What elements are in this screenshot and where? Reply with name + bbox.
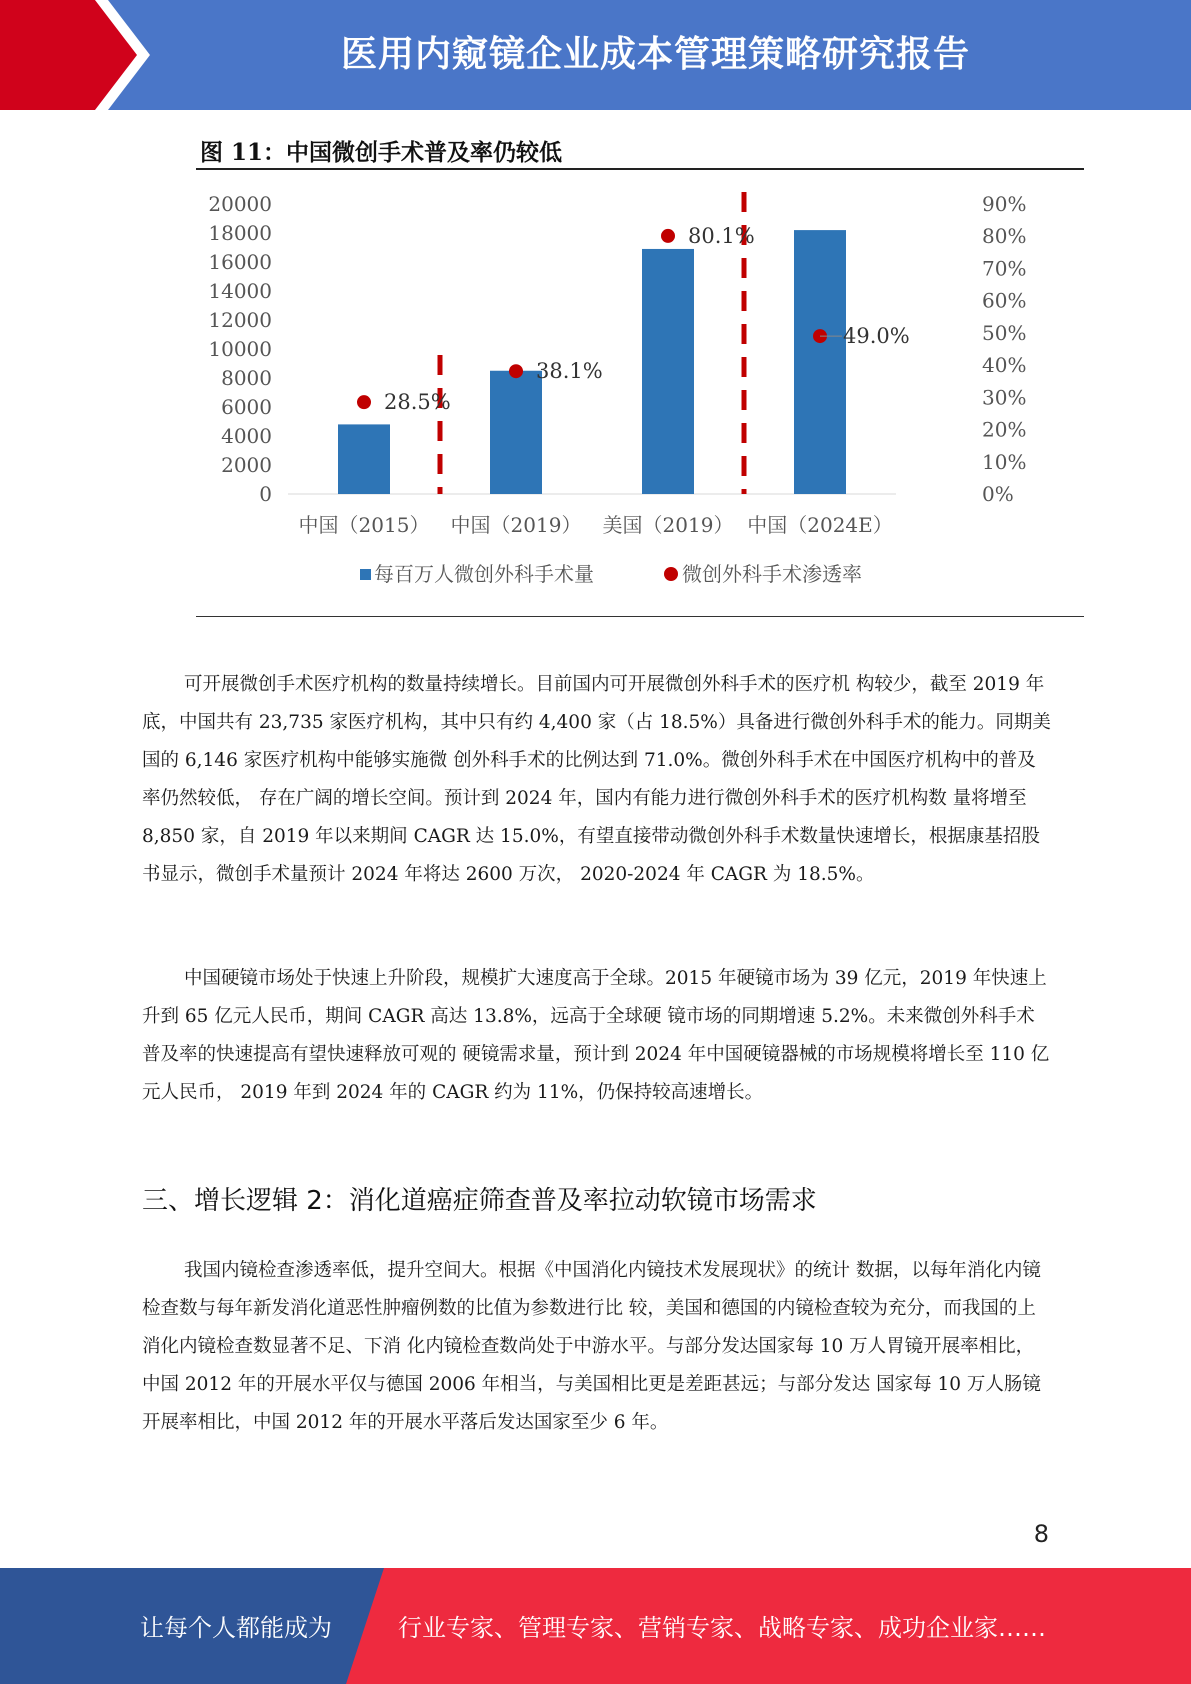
bar: [794, 230, 846, 494]
x-category-label: 美国（2019）: [602, 513, 734, 537]
page-footer: [0, 1568, 1191, 1684]
x-category-label: 中国（2024E）: [747, 513, 893, 537]
y-right-tick-label: 50%: [982, 320, 1027, 345]
y-left-tick-label: 8000: [221, 366, 272, 390]
bar: [490, 371, 542, 494]
y-right-tick-label: 70%: [982, 256, 1027, 281]
y-right-tick-label: 90%: [982, 192, 1027, 216]
point-data-label: 28.5%: [384, 390, 451, 415]
paragraph-3: [142, 1252, 1052, 1442]
legend-bar-swatch: [360, 569, 371, 580]
point-data-label: 49.0%: [843, 324, 910, 349]
legend-point-label: 微创外科手术渗透率: [682, 562, 862, 586]
point-data-label: 80.1%: [688, 223, 755, 248]
y-right-tick-label: 60%: [982, 288, 1027, 313]
bar: [338, 424, 390, 494]
paragraph-2: [142, 960, 1052, 1112]
footer-slogan-left: 让每个人都能成为: [140, 1614, 332, 1642]
y-left-tick-label: 14000: [208, 279, 272, 303]
y-left-tick-label: 18000: [208, 221, 272, 245]
y-right-tick-label: 40%: [982, 353, 1027, 378]
legend-bar-label: 每百万人微创外科手术量: [374, 562, 594, 586]
footer-slogan-right: 行业专家、管理专家、营销专家、战略专家、成功企业家……: [398, 1614, 1046, 1642]
y-left-tick-label: 10000: [208, 337, 272, 361]
legend-point-swatch: [664, 567, 678, 581]
y-left-tick-label: 2000: [221, 453, 272, 477]
figure-top-rule: [196, 168, 1084, 170]
x-category-label: 中国（2019）: [450, 513, 582, 537]
paragraph-3-text: 我国内镜检查渗透率低，提升空间大。根据《中国消化内镜技术发展现状》的统计 数据，以每年消化内镜检查数与每年新发消化道恶性肿瘤例数的比值为参数进行比 较，美国和德国的内镜检查较为充分，而我国的上消化内镜检查数显著不足、下消 化内镜检查数尚处于中游水平。与部分发达国家每 10 万人胃镜开展率相比，中国 2012 年的开展水平仅与德国 2006 年相当，与美国相比更是差距甚远；与部分发达 国家每 10 万人肠镜开展率相比，中国 2012 年的开展水平落后发达国家至少 6 年。: [142, 1260, 1041, 1433]
figure-title: 图 11：中国微创手术普及率仍较低: [200, 139, 563, 166]
document-title: 医用内窥镜企业成本管理策略研究报告: [340, 34, 970, 75]
penetration-point: [509, 364, 523, 378]
y-left-tick-label: 20000: [208, 192, 272, 216]
paragraph-1: [142, 666, 1052, 894]
penetration-chart: [196, 178, 1084, 598]
penetration-point: [357, 395, 371, 409]
page-number: 8: [1033, 1520, 1049, 1548]
section-heading: 三、增长逻辑 2：消化道癌症筛查普及率拉动软镜市场需求: [142, 1186, 817, 1216]
paragraph-2-text: 中国硬镜市场处于快速上升阶段，规模扩大速度高于全球。2015 年硬镜市场为 39 亿元，2019 年快速上升到 65 亿元人民币，期间 CAGR 高达 13.8%，远高于全球硬 镜市场的同期增速 5.2%。未来微创外科手术普及率的快速提高有望快速释放可观的 硬镜需求量，预计到 2024 年中国硬镜器械的市场规模将增长至 110 亿元人民币， 2019 年到 2024 年的 CAGR 约为 11%，仍保持较高速增长。: [142, 968, 1050, 1103]
y-right-tick-label: 80%: [982, 224, 1027, 249]
y-left-tick-label: 16000: [208, 250, 272, 274]
red-arrow-decoration: [0, 0, 150, 110]
y-left-tick-label: 4000: [221, 424, 272, 448]
bar: [642, 249, 694, 494]
penetration-point: [661, 229, 675, 243]
y-left-tick-label: 6000: [221, 395, 272, 419]
page-header: [0, 0, 1191, 110]
paragraph-1-text: 可开展微创手术医疗机构的数量持续增长。目前国内可开展微创外科手术的医疗机 构较少，截至 2019 年底，中国共有 23,735 家医疗机构，其中只有约 4,400 家（占 18.5%）具备进行微创外科手术的能力。同期美国的 6,146 家医疗机构中能够实施微 创外科手术的比例达到 71.0%。微创外科手术在中国医疗机构中的普及率仍然较低， 存在广阔的增长空间。预计到 2024 年，国内有能力进行微创外科手术的医疗机构数 量将增至 8,850 家，自 2019 年以来期间 CAGR 达 15.0%，有望直接带动微创外科手术数量快速增长，根据康基招股书显示，微创手术量预计 2024 年将达 2600 万次， 2020-2024 年 CAGR 为 18.5%。: [142, 674, 1051, 885]
point-data-label: 38.1%: [536, 359, 603, 384]
y-left-tick-label: 12000: [208, 308, 272, 332]
y-left-tick-label: 0: [259, 482, 272, 506]
y-right-tick-label: 10%: [982, 449, 1027, 474]
y-right-tick-label: 0%: [982, 482, 1014, 506]
x-category-label: 中国（2015）: [298, 513, 430, 537]
y-right-tick-label: 20%: [982, 417, 1027, 442]
figure-bottom-rule: [196, 616, 1084, 617]
y-right-tick-label: 30%: [982, 385, 1027, 410]
